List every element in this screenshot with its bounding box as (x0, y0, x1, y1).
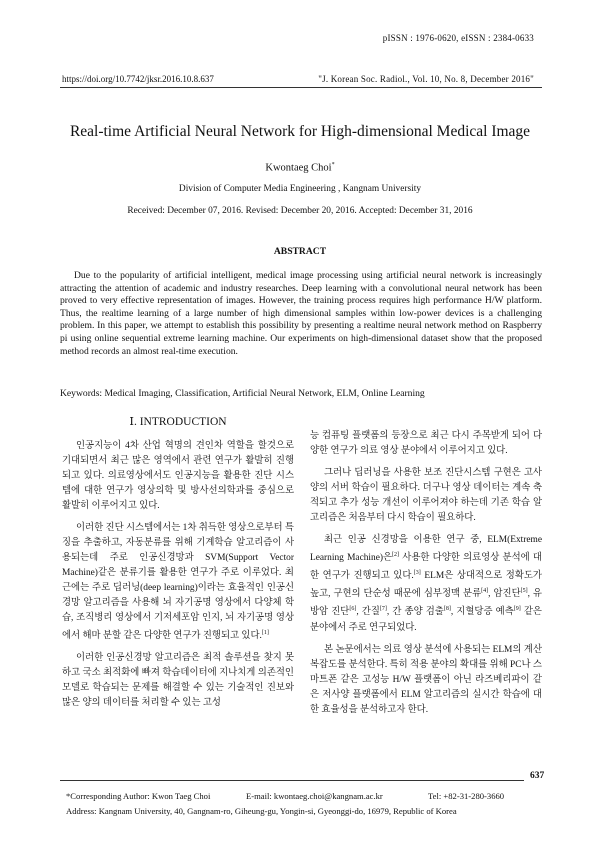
citation-ref: [1] (261, 630, 269, 636)
header-rule (60, 87, 542, 88)
intro-paragraph-4: 그러나 딥러닝을 사용한 보조 진단시스템 구현은 고사양의 서버 학습이 필요하다. 더구나 영상 데이터는 계속 축적되고 추가 성능 개선이 이루어져야 하는데 기존 학습 알고리즘은 처음부터 다시 학습이 필요하다. (310, 468, 542, 523)
right-column (310, 429, 542, 725)
page-number: 637 (530, 771, 545, 781)
keywords: Keywords: Medical Imaging, Classification, Artificial Neural Network, ELM, Online Learning (60, 388, 425, 399)
left-column (62, 415, 294, 718)
email[interactable]: E-mail: kwontaeg.choi@kangnam.ac.kr (246, 791, 383, 801)
section-heading: Ⅰ. INTRODUCTION (129, 416, 227, 428)
footer-rule (60, 780, 524, 781)
intro-paragraph-6: 본 논문에서는 의료 영상 분석에 사용되는 ELM의 계산 복잡도를 분석한다. 특히 적용 분야의 확대를 위해 PC나 스마트폰 같은 고성능 H/W 플랫폼이 아닌 라즈베리파이 같은 저사양 플랫폼에서 ELM 알고리즘의 실시간 학습에 대한 효율성을 분석하고자 한다. (310, 644, 542, 715)
issn-line: pISSN : 1976-0620, eISSN : 2384-0633 (382, 33, 534, 43)
intro-paragraph-5: 최근 인공 신경망을 이용한 연구 중, ELM(Extreme Learning Machine)은[2] 사용한 다양한 의료영상 분석에 대한 연구가 진행되고 있다.[3] ELM은 상대적으로 정확도가 높고, 구현의 단순성 때문에 심부정맥 분류[4], 암진단[5], 유방암 진단[6], 간질[7], 간 종양 검출[8], 지혈당증 예측[9] 같은 분야에서 주로 연구되었다. (310, 535, 542, 633)
intro-paragraph-1: 인공지능이 4차 산업 혁명의 견인차 역할을 할것으로 기대되면서 최근 많은 영역에서 관련 연구가 활발히 진행되고 있다. 의료영상에서도 인공지능을 활용한 진단 시스템에 대한 연구가 영상의학 및 방사선의학과를 중심으로 활발히 이루어지고 있다. (62, 441, 294, 511)
intro-paragraph-2: 이러한 진단 시스템에서는 1차 취득한 영상으로부터 특징을 추출하고, 자동분류를 위해 기계학습 알고리즘이 사용되는데 주로 인공신경망과 SVM(Support Vector Machine)같은 분류기를 활용한 연구가 주로 이루었다. 최근에는 주로 딥러닝(deep learning)이라는 효율적인 인공신경망 알고리즘을 사용해 뇌 자기공명 영상에서 다양체 학습, 조직병리 영상에서 기저세포암 인지, 뇌 자기공명 영상에서 해마 분할 같은 다양한 연구가 진행되고 있다.[1] (62, 523, 294, 642)
intro-paragraph-3: 이러한 인공신경망 알고리즘은 최적 솔루션을 찾지 못하고 국소 최적화에 빠져 학습데이터에 지나치게 의존적인 모델로 학습되는 문제를 해결할 수 있는 기술적인 진보와 많은 양의 데이터를 처리할 수 있는 고성 (62, 653, 294, 709)
author-name: Kwontaeg Choi (265, 162, 332, 174)
abstract-text: Due to the popularity of artificial intelligent, medical image processing using artificial neural network is increasingly attracting the attention of academic and industry researches. Deep learning with a convolutional neural network has been proved to very effective representation of images. However, the training process requires high performance H/W platform. Thus, the realtime learning of a large number of high dimensional samples within low-power devices is a challenging problem. In this paper, we attempt to establish this possibility by presenting a realtime neural network method on Raspberry pi using online sequential extreme learning machine. Our experiments on high-dimensional dataset show that the proposed method records an almost real-time execution. (60, 270, 542, 357)
address: Address: Kangnam University, 40, Gangnam-ro, Giheung-gu, Yongin-si, Gyeonggi-do, 16979, Republic of Korea (66, 806, 457, 816)
paper-title: Real-time Artificial Neural Network for High-dimensional Medical Image (69, 123, 531, 140)
telephone: Tel: +82-31-280-3660 (428, 791, 505, 801)
affiliation: Division of Computer Media Engineering , Kangnam University (178, 184, 422, 194)
abstract-heading: ABSTRACT (273, 246, 327, 257)
journal-citation: "J. Korean Soc. Radiol., Vol. 10, No. 8, December 2016" (318, 74, 534, 84)
author-mark: * (331, 162, 335, 168)
doi-link[interactable]: https://doi.org/10.7742/jksr.2016.10.8.637 (62, 74, 214, 84)
corresponding-author: *Corresponding Author: Kwon Taeg Choi (66, 791, 211, 801)
intro-paragraph-continued: 능 컴퓨팅 플랫폼의 등장으로 최근 다시 주목받게 되어 다양한 연구가 의료 영상 분야에서 이루어지고 있다. (310, 431, 542, 456)
dates: Received: December 07, 2016. Revised: December 20, 2016. Accepted: December 31, 2016 (127, 206, 473, 216)
author-line (40, 162, 560, 174)
